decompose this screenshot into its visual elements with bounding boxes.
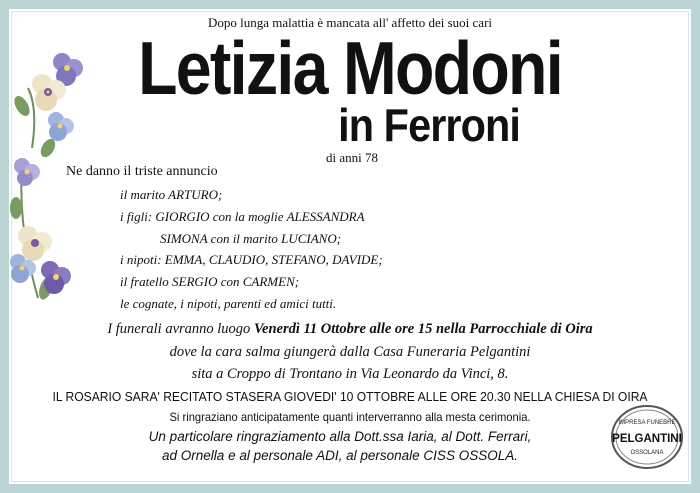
logo-name-text: PELGANTINI (612, 433, 682, 445)
married-name: in Ferroni (338, 99, 520, 151)
funeral-line-2: dove la cara salma giungerà dalla Casa Funeraria Pelgantini (169, 344, 531, 360)
funeral-intro: I funerali avranno luogo (107, 321, 254, 337)
rosario-notice: IL ROSARIO SARA' RECITATO STASERA GIOVEDI' 10 OTTOBRE ALLE ORE 20.30 NELLA CHIESA DI OIRA (52, 389, 648, 404)
flower-bottom-cluster (10, 158, 71, 301)
funeral-line-3: sita a Croppo di Trontano in Via Leonardo da Vinci, 8. (191, 366, 509, 382)
funeral-datetime: Venerdì 11 Ottobre alle ore 15 nella Parrocchiale di Oira (253, 321, 593, 337)
logo-bottom-text: OSSOLANA (630, 450, 664, 456)
relative-line: i nipoti: EMMA, CLAUDIO, STEFANO, DAVIDE; (120, 252, 383, 267)
relative-line: le cognate, i nipoti, parenti ed amici tutti. (120, 296, 337, 311)
relative-line: i figli: GIORGIO con la moglie ALESSANDRA (120, 209, 365, 224)
age-text: di anni 78 (326, 150, 378, 165)
pelgantini-logo (610, 404, 684, 470)
deceased-name: Letizia Modoni (138, 26, 562, 110)
special-thanks-line-1: Un particolare ringraziamento alla Dott.ssa Iaria, al Dott. Ferrari, (148, 429, 532, 444)
thanks-text: Si ringraziano anticipatamente quanti interverranno alla mesta cerimonia. (169, 410, 531, 424)
special-thanks-line-2: ad Ornella e al personale ADI, al personale CISS OSSOLA. (162, 448, 518, 463)
relative-line: il marito ARTURO; (120, 187, 223, 202)
funeral-line-1 (0, 321, 700, 338)
intro-text: Dopo lunga malattia è mancata all' affetto dei suoi cari (207, 15, 493, 30)
announcement-text: Ne danno il triste annuncio (66, 164, 218, 179)
logo-top-text: IMPRESA FUNEBRE (618, 420, 676, 426)
relative-line: SIMONA con il marito LUCIANO; (160, 231, 342, 246)
relative-line: il fratello SERGIO con CARMEN; (120, 274, 300, 289)
